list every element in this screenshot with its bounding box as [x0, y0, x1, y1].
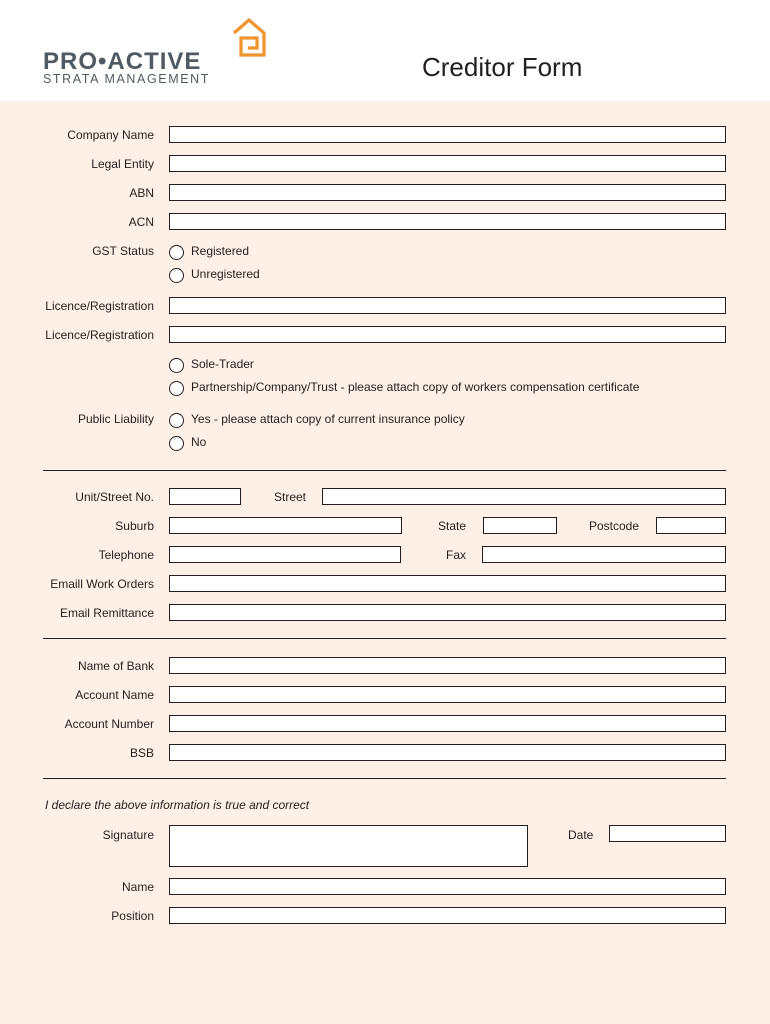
public-liability-yes-label: Yes - please attach copy of current insurance policy: [191, 412, 465, 426]
gst-unregistered-label: Unregistered: [191, 267, 260, 281]
postcode-label: Postcode: [589, 519, 640, 533]
company-name-field[interactable]: [169, 126, 726, 143]
email-work-orders-field[interactable]: [169, 575, 726, 592]
licence-registration-label-1: Licence/Registration: [45, 299, 154, 313]
email-remittance-label: Email Remittance: [59, 606, 154, 620]
declaration-statement: I declare the above information is true and correct: [45, 798, 310, 812]
account-name-field[interactable]: [169, 686, 726, 703]
unit-street-no-field[interactable]: [169, 488, 241, 505]
gst-unregistered-radio[interactable]: [169, 268, 184, 283]
licence-registration-field-2[interactable]: [169, 326, 726, 343]
licence-registration-field-1[interactable]: [169, 297, 726, 314]
bsb-field[interactable]: [169, 744, 726, 761]
name-label: Name: [121, 880, 154, 894]
acn-label: ACN: [128, 215, 154, 229]
date-label: Date: [568, 828, 594, 842]
sole-trader-radio[interactable]: [169, 358, 184, 373]
legal-entity-label: Legal Entity: [91, 157, 154, 171]
section-divider-3: [43, 778, 726, 779]
bank-name-field[interactable]: [169, 657, 726, 674]
suburb-label: Suburb: [115, 519, 154, 533]
suburb-field[interactable]: [169, 517, 402, 534]
section-divider-1: [43, 470, 726, 471]
unit-street-no-label: Unit/Street No.: [75, 490, 154, 504]
account-number-label: Account Number: [64, 717, 154, 731]
public-liability-no-radio[interactable]: [169, 436, 184, 451]
gst-registered-radio[interactable]: [169, 245, 184, 260]
public-liability-no-label: No: [191, 435, 207, 449]
licence-registration-label-2: Licence/Registration: [45, 328, 154, 342]
street-label: Street: [274, 490, 307, 504]
gst-status-label: GST Status: [92, 244, 154, 258]
position-label: Position: [111, 909, 154, 923]
bsb-label: BSB: [129, 746, 154, 760]
partnership-company-trust-radio[interactable]: [169, 381, 184, 396]
partnership-company-trust-label: Partnership/Company/Trust - please attach copy of workers compensation certificate: [191, 380, 640, 394]
abn-label: ABN: [129, 186, 154, 200]
abn-field[interactable]: [169, 184, 726, 201]
postcode-field[interactable]: [656, 517, 726, 534]
brand-tagline: STRATA MANAGEMENT: [43, 72, 211, 86]
signature-label: Signature: [102, 828, 154, 842]
email-work-orders-label: Emaill Work Orders: [50, 577, 154, 591]
public-liability-yes-radio[interactable]: [169, 413, 184, 428]
page-title: Creditor Form: [422, 52, 583, 82]
position-field[interactable]: [169, 907, 726, 924]
public-liability-label: Public Liability: [77, 412, 154, 426]
name-field[interactable]: [169, 878, 726, 895]
telephone-label: Telephone: [98, 548, 154, 562]
section-divider-2: [43, 638, 726, 639]
account-name-label: Account Name: [75, 688, 154, 702]
street-field[interactable]: [322, 488, 726, 505]
fax-field[interactable]: [482, 546, 726, 563]
telephone-field[interactable]: [169, 546, 401, 563]
account-number-field[interactable]: [169, 715, 726, 732]
acn-field[interactable]: [169, 213, 726, 230]
brand-name: PRO•ACTIVE: [43, 48, 202, 75]
email-remittance-field[interactable]: [169, 604, 726, 621]
gst-registered-label: Registered: [191, 244, 250, 258]
state-field[interactable]: [483, 517, 557, 534]
company-name-label: Company Name: [67, 128, 154, 142]
fax-label: Fax: [446, 548, 467, 562]
signature-field[interactable]: [169, 825, 528, 867]
date-field[interactable]: [609, 825, 726, 842]
legal-entity-field[interactable]: [169, 155, 726, 172]
state-label: State: [438, 519, 467, 533]
bank-name-label: Name of Bank: [77, 659, 154, 673]
sole-trader-label: Sole-Trader: [191, 357, 254, 371]
